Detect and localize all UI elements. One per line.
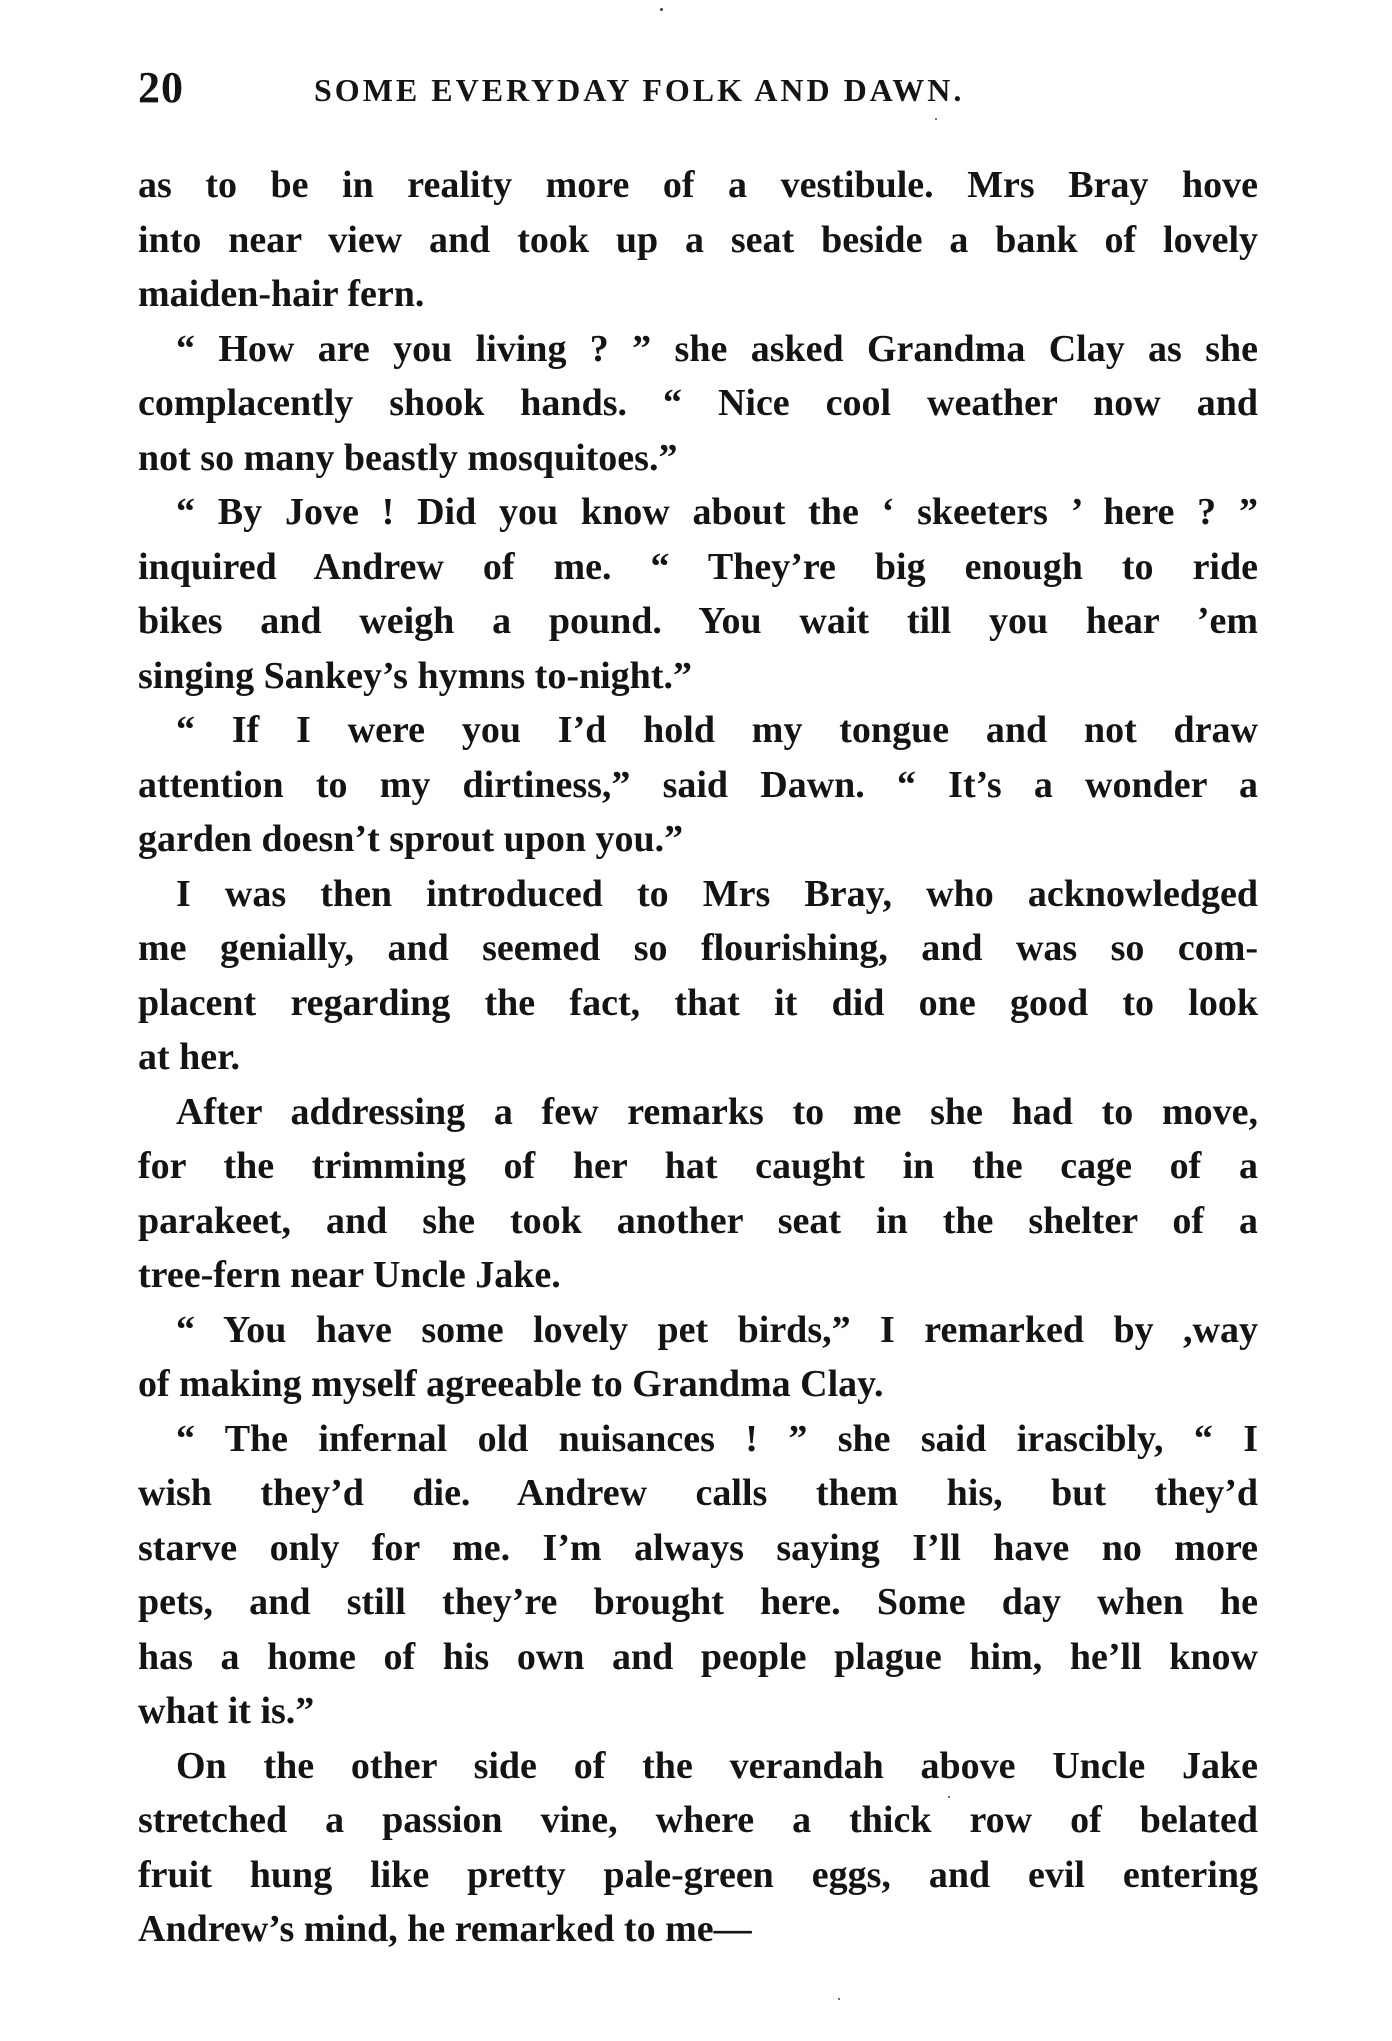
text-line: maiden-hair fern. — [138, 273, 425, 315]
text-line: attention to my dirtiness,” said Dawn. “ It’s a wonder a — [138, 763, 1258, 806]
text-line: starve only for me. I’m always saying I’ll have no more — [138, 1526, 1258, 1569]
text-line: at her. — [138, 1036, 241, 1078]
page-number: 20 — [138, 63, 184, 112]
text-line: On the other side of the verandah above Uncle Jake — [176, 1744, 1258, 1787]
running-head — [132, 62, 1282, 122]
print-speck — [935, 118, 937, 120]
text-line: After addressing a few remarks to me she had to move, — [176, 1090, 1258, 1133]
text-line: wish they’d die. Andrew calls them his, but they’d — [138, 1472, 1258, 1514]
text-line: “ The infernal old nuisances ! ” she said irascibly, “ I — [176, 1417, 1258, 1460]
text-line: what it is.” — [138, 1690, 315, 1732]
text-line: bikes and weigh a pound. You wait till you hear ’em — [138, 600, 1258, 642]
print-speck — [660, 8, 663, 11]
text-line: “ How are you living ? ” she asked Grandma Clay as she — [176, 327, 1258, 370]
text-line: stretched a passion vine, where a thick row of belated — [138, 1799, 1258, 1841]
print-speck — [838, 1998, 840, 2000]
text-line: tree-fern near Uncle Jake. — [138, 1254, 561, 1296]
text-line: me genially, and seemed so flourishing, and was so com- — [138, 927, 1258, 969]
text-line: not so many beastly mosquitoes.” — [138, 436, 678, 479]
running-title: SOME EVERYDAY FOLK AND DAWN. — [314, 72, 965, 108]
text-line: “ If I were you I’d hold my tongue and not draw — [176, 709, 1258, 751]
text-line: “ By Jove ! Did you know about the ‘ skeeters ’ here ? ” — [176, 491, 1258, 533]
text-line: parakeet, and she took another seat in the shelter of a — [138, 1199, 1258, 1242]
text-line: placent regarding the fact, that it did one good to look — [138, 981, 1258, 1024]
text-line: Andrew’s mind, he remarked to me— — [138, 1908, 752, 1950]
print-speck — [948, 1796, 950, 1798]
text-line: as to be in reality more of a vestibule. Mrs Bray hove — [138, 164, 1258, 206]
text-line: for the trimming of her hat caught in the cage of a — [138, 1145, 1258, 1187]
text-line: complacently shook hands. “ Nice cool weather now and — [138, 382, 1258, 424]
text-line: singing Sankey’s hymns to-night.” — [138, 654, 692, 697]
text-line: inquired Andrew of me. “ They’re big enough to ride — [138, 545, 1258, 588]
text-line: garden doesn’t sprout upon you.” — [138, 818, 684, 860]
text-line: into near view and took up a seat beside a bank of lovely — [138, 218, 1258, 261]
text-line: pets, and still they’re brought here. Some day when he — [138, 1581, 1258, 1623]
text-line: of making myself agreeable to Grandma Clay. — [138, 1363, 884, 1405]
text-line: has a home of his own and people plague him, he’ll know — [138, 1635, 1258, 1678]
text-line: I was then introduced to Mrs Bray, who acknowledged — [176, 872, 1258, 915]
body-text — [138, 158, 1258, 1957]
text-line: “ You have some lovely pet birds,” I remarked by ,way — [176, 1308, 1258, 1351]
text-line: fruit hung like pretty pale-green eggs, and evil entering — [138, 1853, 1258, 1896]
